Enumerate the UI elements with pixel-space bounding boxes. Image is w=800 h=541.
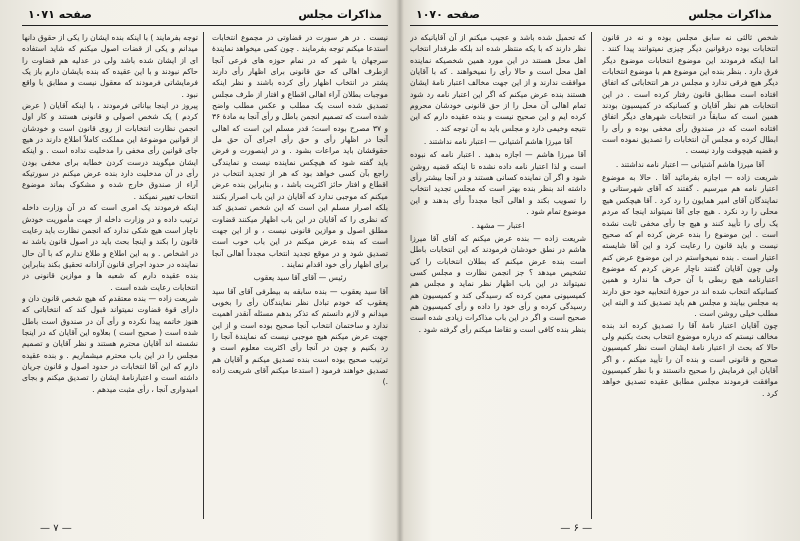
column-divider bbox=[203, 32, 204, 519]
left-footer-number: — ۷ — bbox=[40, 523, 72, 534]
paragraph: آقا سید یعقوب — بنده سابقه به بیطرفی آقای آقا سید یعقوب که خودم تبادل نظر نمایندگان رأی را بخوبی میدانم و لازم دانستم که تذکر بدهم مسئله آنقدر اهمیت ندارد و ساختمان انتخاب آنجا صحیح بوده است و از این جهت عرض میکنم هیچ موجبی نیست که نمایندهٔ آنجا را رد بکنیم و چون در آنجا رأی اکثریت معلوم است و ترتیب صحیح بوده است بنده تصدیق میکنم و آقایان هم تصدیق خواهند فرمود ( استدعا میکنم آقای شریعت زاده .) bbox=[212, 286, 388, 387]
right-header-rule bbox=[410, 25, 778, 26]
paragraph: نیست . در هر سورت در قضاوتی در مجموع انتخابات استدعا میکنم توجه بفرمایند . چون کمی میخواهد نمایندهٔ سرجهان یا شهر که در نمام حوزه های فرعی آنجا ازطرف اهالی که حق قانونی برای اظهار رأی دارند یشتر در انتخاب اظهار رأی کرده باشند و نظر اینکه موجبات بطلان آراء اهالی اقطاع و افتار از طرف مجلس تصدیق شده است یک مطلب و عکس مطلب واضح شده است که تصمیم انجمن باطل و رأی آنجا به مادهٔ ۳۶ و ۳۷ مصرح بوده است؛ قدر مسلم این است که اهالی آنجا در اظهار رأی و حق رأی اجرای آن حق مل حقوقشان باید مراعات بشود . و در اینصورت و فرض باید گفته شود که هیچکس نماینده نیست و نمایندگی راجع بآن کسی خواهد بود که هر از تجدید انتخاب در اقطاع و افتار حائز اکثریت باشد ، و بنابراین بنده عرض میکنم که موجبی ندارد که آقایان در این باب اصرار بکنند بلکه اصرار مسلم این است که این شخص تصدیق کند که نظری را که آقایان در این باب اظهار میکنند قضاوت مطلق اصول و موازین قانونی نیست ، و از این جهت است که بنده عرض میکنم در این باب خوب است تصدیق شود و در موقع تجدید انتخاب مجدداً اهالی آنجا برای اظهار رأی خود اقدام نمایند . bbox=[212, 33, 388, 269]
speaker-line: رئیس — آقای آقا سید یعقوب bbox=[253, 273, 347, 283]
left-page bbox=[22, 0, 388, 541]
left-header-rule bbox=[22, 25, 388, 26]
left-page-footer bbox=[22, 523, 388, 537]
paragraph: آقا میرزا هاشم — اجازه بدهید . اعتبار نامه که نبوده است و لذا اعتبار نامه داده نشده تا اینکه قضیه روشن شود و اگر آن نماینده کسانی هستند و در آنجا بیشتر رأی داشته اند بنظر بنده بهتر است که مجلس تجدید انتخاب را تصویب بکند و اهالی آنجا مجدداً رأی بدهند و این موضوع تمام شود . bbox=[410, 150, 586, 217]
speaker-line: آقا میرزا هاشم آشتیانی — اعتبار نامه نداشتند . bbox=[615, 159, 765, 169]
right-page-footer bbox=[410, 523, 778, 537]
right-header-title: مذاکرات مجلس bbox=[688, 8, 772, 21]
left-header-title: مذاکرات مجلس bbox=[298, 8, 382, 21]
left-header-page-number: صفحه ۱۰۷۱ bbox=[28, 8, 92, 21]
right-page-left-column bbox=[410, 32, 586, 519]
paragraph: شریعت زاده — بنده عرض میکنم که آقای آقا میرزا هاشم در نطق خودشان فرمودند که این انتخابات باطل است بنده عرض میکنم که بطلان انتخابات را کی تشخیص میدهد ؟ جز انجمن نظارت و مجلس کسی نمیتواند در این باب اظهار نظر نماید و مجلس هم کمیسیونی معین کرده که رسیدگی کند و کمیسیون هم رسیدگی کرده و رأی خود را داده و رأی کمیسیون هم صحیح است و اگر در این باب مذاکرات زیادی شده است بنظر بنده کافی است و تقاضا میکنم رأی گرفته شود . bbox=[410, 233, 586, 334]
book-gutter bbox=[396, 0, 404, 541]
right-header-page-number: صفحه ۱۰۷۰ bbox=[416, 8, 480, 21]
paragraph: پیروز در اینجا بیاناتی فرمودند ، با اینکه آقایان ( عرض کردم ) یک شخص اصولی و قانونی هستند و کار اول انجمن نظارت انتخابات از روی قانون است و خودشان از قوانین موضوعهٔ این مملکت کاملاً اطلاع دارند در هیچ جای قوانین رأی مخفی را مدخلیت نداده است . و اینکه ایشان میگویند درست کردن خطابه برای مخفی بودن رأی در آن مدخلیت دارد بنده عرض میکنم در سورتیکه آراء از صندوق خارج شده و مشکوک بماند موضوع انتخاب تغییر نمیکند . bbox=[22, 101, 198, 201]
column-divider bbox=[591, 32, 592, 519]
left-page-columns bbox=[22, 32, 388, 519]
paragraph: شریعت زاده — اجازه بفرمائید آقا . حالا به موضوع اعتبار نامه هم میرسیم . گفتند که آقای شهرستانی و نمایندگان آقای امیر همایون را رد کرد . آقا هیچکس هیچ محلی را رد نکرد . هیچ جای آقا نمیتواند اینجا که مردم یک رأی را تأیید کنند و هیچ جا رأی مخفی ثابت نشده است . این موضوع را بنده عرض کرده ام که صحیح نیست و باید قانون را رعایت کرد و این آقا شایسته اعتبار است . بنده نمیخواستم در این موضوع عرض کنم ولی چون آقایان گفتند ناچار عرض کردم که موضوع اعتبارنامه هیچ ربطی با آن حرف ها ندارد و همین کسانیکه انتخاب شده اند در حوزهٔ انتخابیه خود حق دارند به مجلس بیایند و مجلس هم باید تصدیق کند و البته این مطلب خیلی روشن است . bbox=[602, 173, 778, 319]
right-page-columns bbox=[410, 32, 778, 519]
right-page bbox=[410, 0, 778, 541]
paragraph: شخص ثالثی نه سابق مجلس بوده و نه در قانون انتخابات بوده درقوانین دیگر چیزی نمیتوانند پیدا کنند . اما اینکه فرمودند این موضوع انتخابات موضوع دیگر فرق دارد . بنظر بنده این موضوع هم با موضوع انتخابات دیگر هیچ فرقی ندارد و مجلس در هر انتخاباتی که اتفاق افتاده است مطابق قانون رفتار کرده است . در این انتخابات هم نظر آقایان و کسانیکه در کمیسیون بودند همین است که سابقاً در انتخابات شهرهای دیگر اتفاق افتاده است که در صندوق رأی مخفی بوده و رأی را ابطال کرده و مجلس آن انتخابات را تصدیق نموده است و قضیه هیچوقت وارد نیست . bbox=[602, 33, 778, 156]
right-page-right-column bbox=[602, 32, 778, 519]
paragraph: که تحمیل شده باشد و عجیب میکنم از آن آقایانیکه در نظر دارند که با یکه منتظر شده اند بلکه طرفدار انتخاب اهل محل هستند در این مورد همین شخصیکه نماینده اهل محل است و حالا رأی را نمیخواهند . که با آقایان موافقت ندارند و از این جهت مخالف اعتبار نامهٔ ایشان هستند بنده عرض میکنم که اگر این اعتبار نامه رد شود تمام اهالی آن محل را از حق قانونی خودشان محروم کرده ایم و این صحیح نیست و بنده عقیده دارم که این نتیجه وخیمی دارد و مجلس باید به آن توجه کند . bbox=[410, 33, 586, 133]
left-page-header bbox=[22, 6, 388, 26]
speaker-line: آقا میرزا هاشم آشتیانی — اعتبار نامه نداشتند . bbox=[423, 137, 573, 147]
paragraph: چون آقایان اعتبار نامهٔ آقا را تصدیق کرده اند بنده مخالف نیستم که درباره موضوع انتخاب بحث بکنیم ولی حالا که بحث از اعتبار نامهٔ ایشان است نظر کمیسیون صحیح و قانونی است و بنده آن را تأیید میکنم ، و اگر آقایان این فرمایش را صحیح دانستند و با نظر کمیسیون موافقت فرمودند مجلس مطابق عقیده تصدیق خواهد کرد . bbox=[602, 320, 778, 398]
right-footer-number: — ۶ — bbox=[560, 523, 593, 534]
left-page-left-column bbox=[22, 32, 198, 519]
paragraph: اینکه فرمودند یک امری است که در آن وزارت داخله ترتیب داده و در وزارت داخله از جهت مأموریت خودش ناچار است هیچ شکی ندارد که انجمن نظارت باید رعایت قانون را بکند و اینجا بحث باید در اصول قانون باشد نه در اشخاص . و به این اطلاع و طلاع ندارم که با آن حال نماینده در حدود اجرای قانون آزادانه تحقیق بکند بنابراین بنده عقیده دارم که شعبه ها و موازین قانونی در انتخابات رعایت شده است . bbox=[22, 203, 198, 292]
paragraph: شریعت زاده — بنده معتقدم که هیچ شخص قانون دان و دارای قوهٔ قضاوت نمیتواند قبول کند که انتخاباتی که هنوز خاتمه پیدا نکرده و رأی آن در صندوق است باطل شده است ( صحیح است ) بعلاوه این آقایان که در اینجا نشسته اند آقایان محترم هستند و نظر آقایان و تصمیم مجلس را در این باب محترم میشماریم . و بنده عقیده دارم که این آقا انتخابات در حدود اصول و قانون جریان داشته است و اعتبارنامهٔ ایشان را تصدیق میکنم و بجای امیدواری آنجا ، رأی مثبت میدهم . bbox=[22, 293, 198, 394]
left-page-right-column bbox=[212, 32, 388, 519]
paragraph: توجه بفرمایند ) با اینکه بنده ایشان را یکی از حقوق دانها میدانم و یکی از قضات اصول میکنم که شاید استفاده ای از ایشان شده باشد ولی در عدلیه هم قضاوت را حاکم نبودند و با این عقیده که بنده بایشان دارم باز یک فرمایشاتی فرمودند که معقول نیست و مطابق با واقع نبود . bbox=[22, 33, 198, 99]
right-page-header bbox=[410, 6, 778, 26]
speaker-line: اعتبار — مشهد . bbox=[471, 220, 525, 230]
